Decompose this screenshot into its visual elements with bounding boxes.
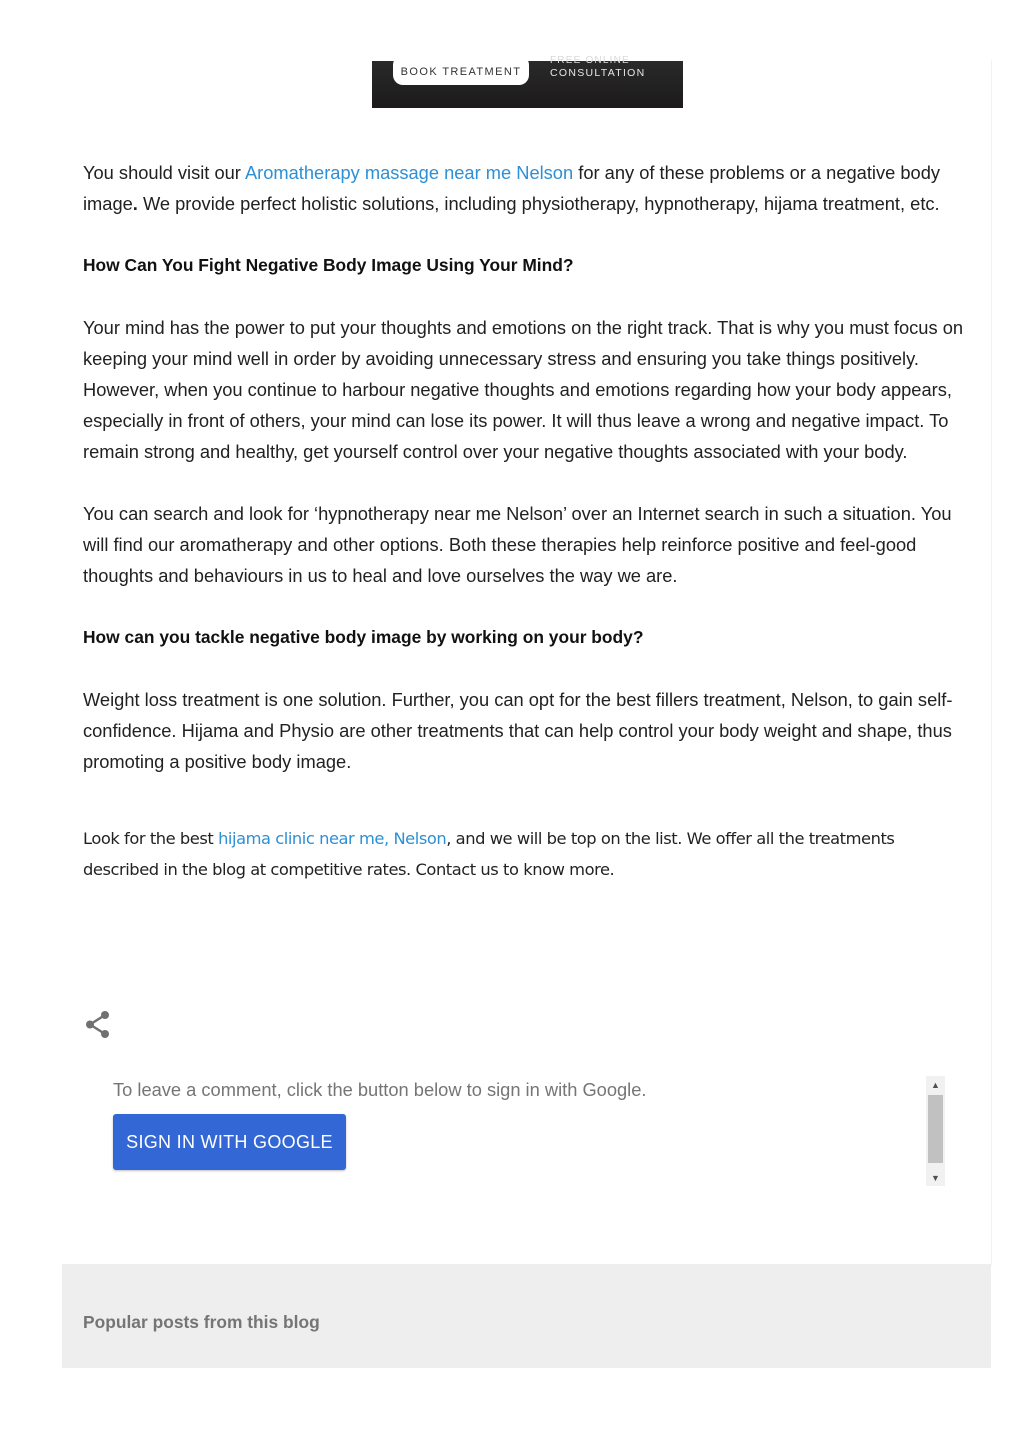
hijama-clinic-link[interactable]: hijama clinic near me, Nelson	[218, 829, 447, 848]
share-icon	[84, 1010, 112, 1040]
free-online-label: FREE ONLINE	[550, 55, 630, 66]
mind-paragraph: Your mind has the power to put your thoughts and emotions on the right track. That is why you must focus on keeping your mind well in order by avoiding unnecessary stress and ensuring you take things positively. However, when you continue to harbour negative thoughts and emotions regarding how your body appears, especially in front of others, your mind can lose its power. It will thus leave a wrong and negative impact. To remain strong and healthy, get yourself control over your negative thoughts associated with your body.	[83, 317, 964, 462]
comment-scrollbar[interactable]	[926, 1076, 945, 1186]
scroll-down-arrow-icon[interactable]: ▼	[931, 1172, 940, 1183]
hypnotherapy-paragraph: You can search and look for ‘hypnotherapy near me Nelson’ over an Internet search in such a situation. You will find our aromatherapy and other options. Both these therapies help reinforce positive and feel-good thoughts and behaviours in us to heal and love ourselves the way we are.	[83, 503, 952, 586]
consultation-label: CONSULTATION	[550, 67, 646, 79]
closing-paragraph: Look for the best hijama clinic near me, Nelson, and we will be top on the list. We offer all the treatments described in the blog at competitive rates. Contact us to know more.	[83, 829, 895, 879]
share-button[interactable]	[84, 1010, 112, 1040]
post-body	[83, 157, 971, 885]
treatment-banner-image[interactable]	[372, 55, 683, 108]
scroll-thumb[interactable]	[928, 1095, 943, 1163]
comment-frame	[113, 1076, 945, 1186]
mind-heading: How Can You Fight Negative Body Image Using Your Mind?	[83, 255, 574, 275]
comment-prompt: To leave a comment, click the button below to sign in with Google.	[113, 1079, 647, 1100]
body-heading: How can you tackle negative body image by working on your body?	[83, 627, 644, 647]
book-treatment-badge: BOOK TREATMENT	[393, 55, 529, 85]
popular-posts-title: Popular posts from this blog	[83, 1312, 320, 1332]
aromatherapy-link[interactable]: Aromatherapy massage near me Nelson	[244, 162, 574, 183]
sign-in-with-google-button[interactable]: SIGN IN WITH GOOGLE	[113, 1114, 346, 1170]
scroll-up-arrow-icon[interactable]: ▲	[931, 1079, 940, 1090]
weight-loss-paragraph: Weight loss treatment is one solution. Further, you can opt for the best fillers treatment, Nelson, to gain self-confidence. Hijama and Physio are other treatments that can help control your body weight and shape, thus promoting a positive body image.	[83, 689, 953, 772]
intro-paragraph: You should visit our Aromatherapy massage near me Nelson for any of these problems or a negative body image. We provide perfect holistic solutions, including physiotherapy, hypnotherapy, hijama treatment, etc.	[83, 162, 941, 214]
popular-posts-section	[62, 1264, 991, 1368]
